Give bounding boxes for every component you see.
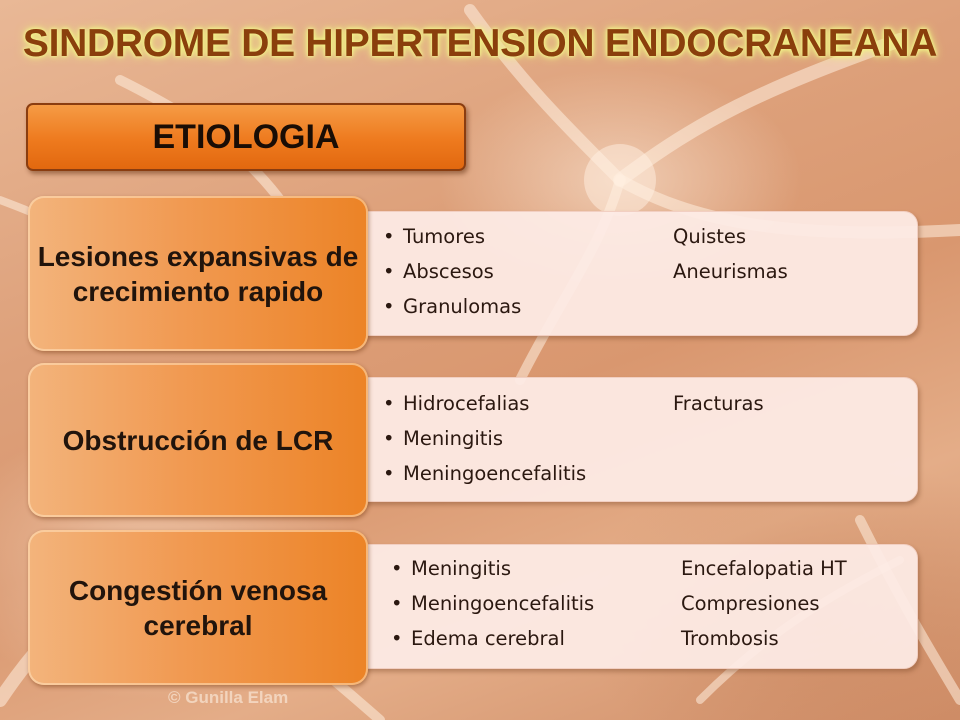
list-item: Trombosis	[681, 627, 779, 650]
list-item: • Meningitis	[403, 421, 673, 456]
item-list-lesiones	[403, 219, 923, 324]
category-label: Lesiones expansivas de crecimiento rapido	[37, 240, 359, 307]
list-item: • Hidrocefalias	[403, 386, 673, 421]
list-item: • Edema cerebral	[411, 621, 681, 656]
category-box-lesiones	[28, 196, 368, 351]
list-item: • Granulomas	[403, 289, 673, 324]
category-label: Congestión venosa cerebral	[68, 574, 328, 641]
list-item: • Tumores	[403, 219, 673, 254]
list-item: • Meningitis	[411, 551, 681, 586]
etiologia-header-box	[26, 103, 466, 171]
item-list-congestion	[411, 551, 931, 656]
list-item: Aneurismas	[673, 260, 788, 283]
list-item: • Abscesos	[403, 254, 673, 289]
list-item: • Meningoencefalitis	[403, 456, 673, 491]
watermark-text: © Gunilla Elam	[168, 688, 289, 707]
page-title: SINDROME DE HIPERTENSION ENDOCRANEANA	[22, 22, 938, 65]
category-box-obstruccion	[28, 363, 368, 517]
category-label: Obstrucción de LCR	[62, 424, 334, 456]
list-item: • Meningoencefalitis	[411, 586, 681, 621]
etiologia-label: ETIOLOGIA	[152, 117, 340, 156]
list-item: Encefalopatia HT	[681, 557, 847, 580]
list-item: Fracturas	[673, 392, 764, 415]
list-item: Quistes	[673, 225, 747, 248]
item-list-obstruccion	[403, 386, 923, 491]
list-item: Compresiones	[681, 592, 820, 615]
category-box-congestion	[28, 530, 368, 685]
